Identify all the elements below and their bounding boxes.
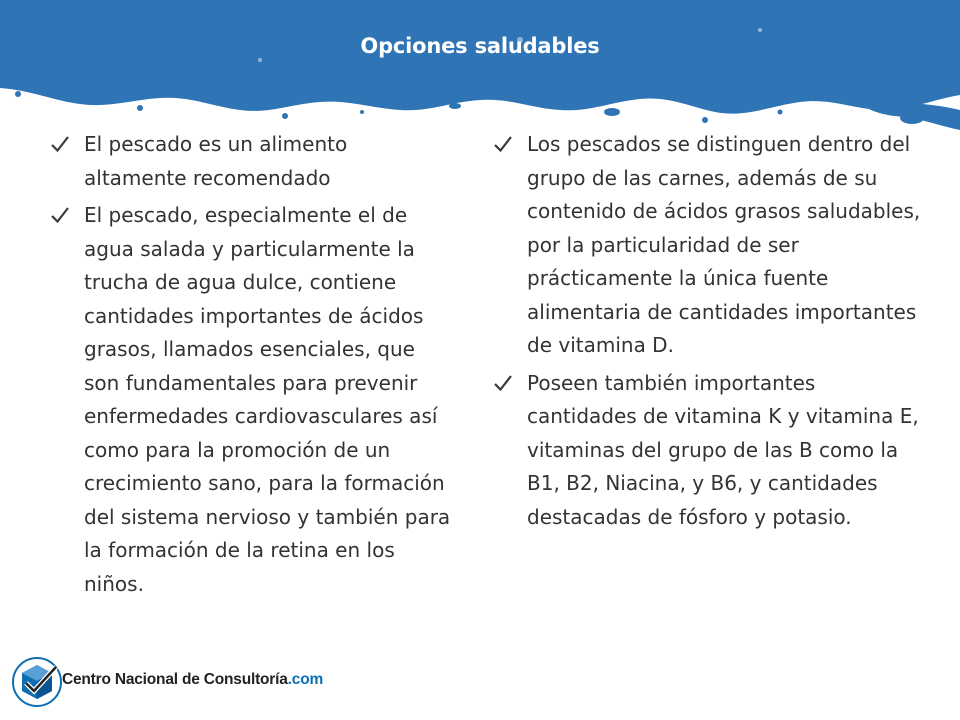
checkmark-icon (493, 373, 513, 393)
checkmark-icon (50, 134, 70, 154)
right-column (493, 128, 923, 538)
bullet-text: El pescado, especialmente el de agua salada y particularmente la trucha de agua dulce, contiene cantidades importantes de ácidos grasos, llamados esenciales, que son fundamentales para prevenir enfermedades cardiovasculares así como para la promoción de un crecimiento sano, para la formación del sistema nervioso y también para la formación de la retina en los niños. (84, 203, 451, 596)
header-banner (0, 0, 960, 140)
bullet-text: El pescado es un alimento altamente recomendado (84, 132, 348, 190)
list-item (50, 199, 455, 601)
bullet-text: Poseen también importantes cantidades de vitamina K y vitamina E, vitaminas del grupo de las B como la B1, B2, Niacina, y B6, y cantidades destacadas de fósforo y potasio. (527, 370, 919, 529)
company-logo-icon (12, 657, 62, 707)
list-item (493, 128, 923, 363)
page-title: Opciones saludables (360, 34, 600, 58)
logo-domain: .com (287, 671, 324, 688)
checkmark-icon (50, 205, 70, 225)
list-item (493, 367, 923, 535)
company-logo-text (62, 671, 323, 689)
logo-name: Centro Nacional de Consultoría (62, 671, 288, 688)
checkmark-icon (493, 134, 513, 154)
list-item (50, 128, 455, 195)
left-column (50, 128, 455, 605)
bullet-text: Los pescados se distinguen dentro del grupo de las carnes, además de su contenido de ácidos grasos saludables, por la particularidad de ser prácticamente la única fuente alimentaria de cantidades importantes de vitamina D. (527, 132, 921, 357)
